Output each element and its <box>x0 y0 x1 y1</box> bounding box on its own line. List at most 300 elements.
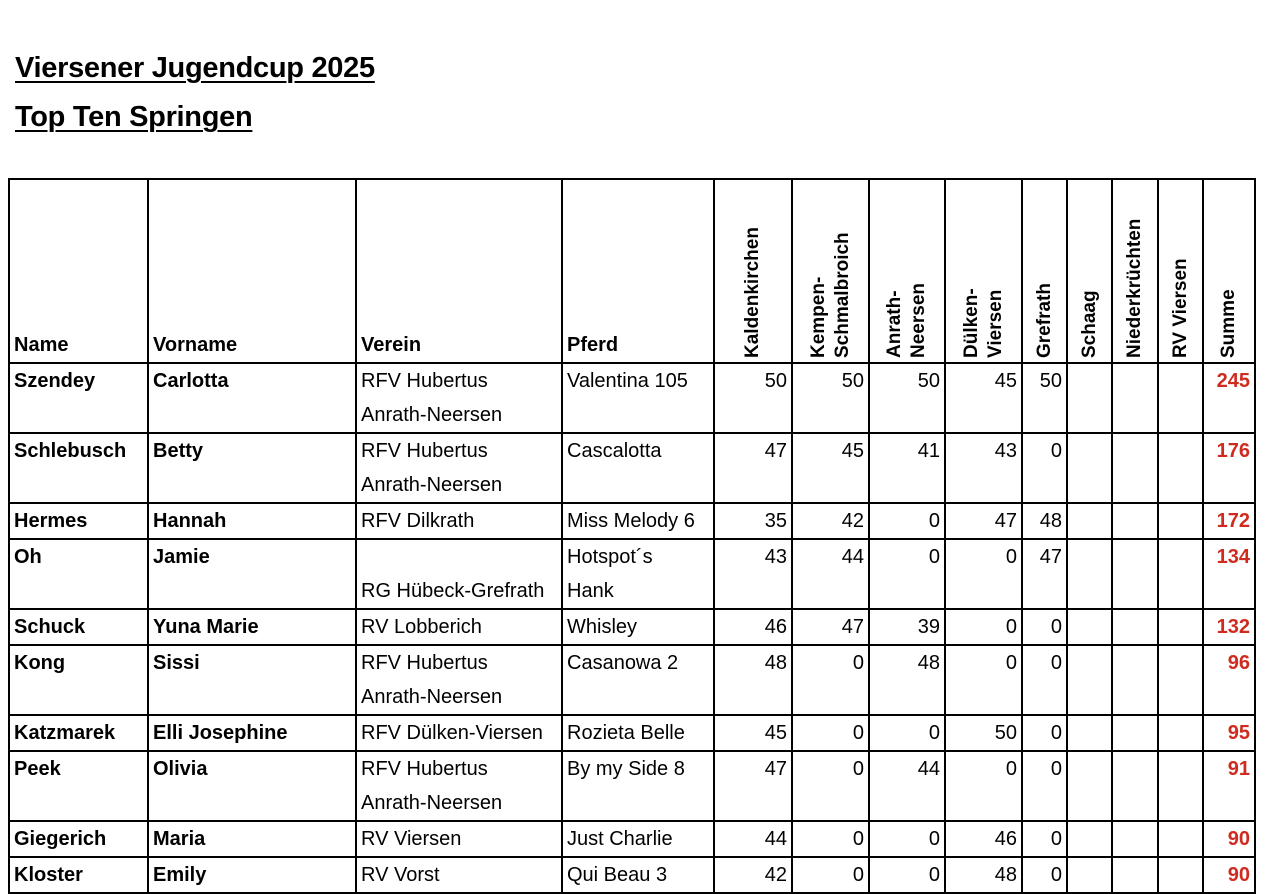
cell-score-line: 42 <box>841 510 864 532</box>
cell-verein-line: RV Viersen <box>361 828 462 850</box>
cell-summe <box>1203 645 1255 715</box>
header-label <box>883 283 931 358</box>
cell-score-line <box>1163 752 1198 786</box>
cell-verein-line: RFV Hubertus <box>361 440 488 462</box>
cell-score-line <box>1072 646 1107 680</box>
cell-score <box>945 821 1022 857</box>
header-label-line: RV Viersen <box>1169 258 1191 358</box>
cell-score-line <box>1163 504 1198 538</box>
cell-summe-line: 245 <box>1216 370 1250 392</box>
header-label-line: Dülken- <box>960 288 982 358</box>
cell-score <box>1158 751 1203 821</box>
header-station <box>1158 179 1203 363</box>
cell-score-line: 0 <box>1050 758 1062 780</box>
cell-pferd-line: Casanowa 2 <box>567 652 679 674</box>
cell-score <box>792 433 869 503</box>
cell-pferd-line: Hank <box>567 580 614 602</box>
cell-summe <box>1203 821 1255 857</box>
cell-score-line: 43 <box>764 546 787 568</box>
table-row <box>9 363 1255 433</box>
cell-score <box>1158 503 1203 539</box>
cell-score <box>1022 751 1067 821</box>
cell-score <box>945 715 1022 751</box>
cell-score <box>1022 433 1067 503</box>
header-label <box>1078 290 1102 358</box>
cell-score <box>714 645 792 715</box>
cell-name <box>9 821 148 857</box>
cell-score <box>1022 609 1067 645</box>
header-summe <box>1203 179 1255 363</box>
cell-summe <box>1203 857 1255 893</box>
cell-score-line <box>1163 434 1198 468</box>
cell-score-line <box>1117 858 1153 892</box>
cell-score-line: 0 <box>852 758 864 780</box>
cell-name-line: Schuck <box>14 616 86 638</box>
header-label-line: Schmalbroich <box>831 232 853 358</box>
cell-verein-line: RV Lobberich <box>361 616 482 638</box>
header-station <box>714 179 792 363</box>
cell-score-line: 0 <box>1050 864 1062 886</box>
cell-vorname <box>148 715 356 751</box>
cell-score-line: 0 <box>1050 652 1062 674</box>
cell-verein-line <box>361 540 557 574</box>
cell-score-line: 35 <box>764 510 787 532</box>
cell-verein-line: RV Vorst <box>361 864 440 886</box>
cell-score <box>1112 751 1158 821</box>
cell-pferd-line: Hotspot´s <box>567 546 653 568</box>
table-row <box>9 751 1255 821</box>
cell-pferd-line: Just Charlie <box>567 828 673 850</box>
cell-score-line: 43 <box>994 440 1017 462</box>
header-label-line: Anrath- <box>884 290 905 358</box>
cell-pferd-line: Cascalotta <box>567 440 662 462</box>
header-label <box>1033 283 1057 358</box>
cell-score <box>945 857 1022 893</box>
cell-verein <box>356 503 562 539</box>
cell-vorname <box>148 857 356 893</box>
cell-score <box>1067 433 1112 503</box>
cell-score-line: 0 <box>852 864 864 886</box>
cell-pferd <box>562 539 714 609</box>
cell-score-line <box>1117 716 1153 750</box>
cell-score <box>1112 363 1158 433</box>
cell-score-line <box>1072 364 1107 398</box>
cell-score <box>1067 715 1112 751</box>
cell-score-line: 50 <box>841 370 864 392</box>
cell-score <box>1067 857 1112 893</box>
cell-score <box>792 715 869 751</box>
cell-vorname-line: Hannah <box>153 510 227 532</box>
header-station <box>945 179 1022 363</box>
cell-verein-line: Anrath-Neersen <box>361 404 503 426</box>
cell-score-line <box>1163 364 1198 398</box>
cell-score <box>1112 857 1158 893</box>
cell-summe-line: 96 <box>1227 652 1250 674</box>
cell-pferd-line: By my Side 8 <box>567 758 685 780</box>
cell-score <box>869 645 945 715</box>
header-label <box>1217 289 1241 358</box>
header-label-line: Schaag <box>1078 290 1100 358</box>
cell-pferd-line: Whisley <box>567 616 638 638</box>
cell-score <box>1158 539 1203 609</box>
cell-score <box>945 433 1022 503</box>
cell-name <box>9 503 148 539</box>
cell-score <box>869 503 945 539</box>
cell-name <box>9 539 148 609</box>
cell-score-line: 50 <box>1039 370 1062 392</box>
cell-vorname <box>148 363 356 433</box>
cell-score <box>945 539 1022 609</box>
cell-score-line: 0 <box>1005 546 1017 568</box>
cell-score-line: 0 <box>852 828 864 850</box>
cell-score-line <box>1072 434 1107 468</box>
cell-name <box>9 751 148 821</box>
cell-vorname-line: Yuna Marie <box>153 616 259 638</box>
cell-verein <box>356 857 562 893</box>
cell-score-line: 44 <box>841 546 864 568</box>
cell-score <box>714 503 792 539</box>
cell-pferd <box>562 715 714 751</box>
cell-score <box>869 609 945 645</box>
cell-name-line: Hermes <box>14 510 88 532</box>
cell-name-line: Oh <box>14 546 42 568</box>
header-label-line: Neersen <box>908 283 929 358</box>
cell-verein <box>356 433 562 503</box>
cell-summe-line: 90 <box>1227 828 1250 850</box>
cell-score <box>1112 715 1158 751</box>
cell-name-line: Peek <box>14 758 61 780</box>
cell-vorname-line: Sissi <box>153 652 200 674</box>
cell-score <box>1067 645 1112 715</box>
cell-score-line: 47 <box>994 510 1017 532</box>
cell-name-line: Kong <box>14 652 66 674</box>
cell-score-line: 0 <box>1005 758 1017 780</box>
page-title: Viersener Jugendcup 2025 <box>15 52 375 84</box>
cell-verein <box>356 609 562 645</box>
cell-pferd <box>562 821 714 857</box>
cell-score <box>1067 363 1112 433</box>
header-verein: Verein <box>356 179 562 363</box>
cell-name <box>9 433 148 503</box>
cell-score <box>1067 609 1112 645</box>
cell-verein <box>356 751 562 821</box>
table-row <box>9 645 1255 715</box>
header-station <box>792 179 869 363</box>
cell-score <box>714 539 792 609</box>
cell-verein <box>356 821 562 857</box>
cell-score <box>1158 363 1203 433</box>
cell-verein-line: RFV Hubertus <box>361 652 488 674</box>
cell-score <box>1158 821 1203 857</box>
cell-score <box>1158 857 1203 893</box>
cell-vorname <box>148 503 356 539</box>
cell-verein <box>356 363 562 433</box>
cell-score <box>792 609 869 645</box>
cell-summe-line: 172 <box>1216 510 1250 532</box>
table-row <box>9 539 1255 609</box>
header-label <box>807 232 855 358</box>
cell-verein-line: RG Hübeck-Grefrath <box>361 580 545 602</box>
cell-score-line <box>1117 364 1153 398</box>
cell-score-line: 0 <box>852 652 864 674</box>
header-label-line: Kaldenkirchen <box>742 227 763 358</box>
cell-score-line: 50 <box>764 370 787 392</box>
header-station <box>1112 179 1158 363</box>
table-row <box>9 433 1255 503</box>
cell-score-line: 0 <box>1050 440 1062 462</box>
header-label-line: Summe <box>1218 289 1239 358</box>
cell-vorname-line: Olivia <box>153 758 208 780</box>
cell-vorname <box>148 751 356 821</box>
cell-vorname <box>148 645 356 715</box>
cell-name-line: Szendey <box>14 370 96 392</box>
cell-vorname-line: Elli Josephine <box>153 722 288 744</box>
cell-score-line: 48 <box>764 652 787 674</box>
cell-score <box>1067 503 1112 539</box>
cell-score-line <box>1117 434 1153 468</box>
cell-score-line <box>1072 752 1107 786</box>
cell-verein-line: RFV Hubertus <box>361 370 488 392</box>
cell-score <box>714 751 792 821</box>
cell-score-line <box>1072 858 1107 892</box>
cell-score <box>714 433 792 503</box>
cell-score <box>1112 609 1158 645</box>
cell-score-line: 0 <box>1050 616 1062 638</box>
header-label <box>1123 219 1147 358</box>
cell-score <box>714 821 792 857</box>
cell-score <box>792 821 869 857</box>
cell-score <box>714 609 792 645</box>
cell-verein <box>356 715 562 751</box>
cell-score-line: 47 <box>841 616 864 638</box>
cell-score-line <box>1163 610 1198 644</box>
header-row <box>9 179 1255 363</box>
cell-score-line: 47 <box>764 758 787 780</box>
header-label-line: Niederkrüchten <box>1124 218 1145 358</box>
cell-vorname <box>148 433 356 503</box>
cell-verein-line: Anrath-Neersen <box>361 474 503 496</box>
header-station <box>1067 179 1112 363</box>
header-label <box>741 227 765 358</box>
cell-pferd-line: Miss Melody 6 <box>567 510 695 532</box>
cell-summe <box>1203 715 1255 751</box>
cell-summe-line: 132 <box>1216 616 1250 638</box>
header-label-line: Grefrath <box>1033 283 1055 358</box>
cell-summe <box>1203 503 1255 539</box>
cell-score-line: 0 <box>928 828 940 850</box>
cell-pferd <box>562 645 714 715</box>
cell-name <box>9 857 148 893</box>
cell-verein <box>356 645 562 715</box>
cell-score <box>792 857 869 893</box>
cell-score-line: 0 <box>1005 652 1017 674</box>
cell-vorname <box>148 539 356 609</box>
cell-score <box>792 363 869 433</box>
cell-score-line: 48 <box>1039 510 1062 532</box>
cell-name <box>9 645 148 715</box>
cell-score-line <box>1072 540 1107 574</box>
cell-score <box>1158 645 1203 715</box>
cell-score-line: 48 <box>917 652 940 674</box>
cell-score-line: 0 <box>928 722 940 744</box>
cell-vorname-line: Maria <box>153 828 206 850</box>
cell-score-line: 0 <box>928 546 940 568</box>
cell-score <box>945 645 1022 715</box>
cell-name-line: Kloster <box>14 864 83 886</box>
cell-score <box>869 715 945 751</box>
cell-verein-line: Anrath-Neersen <box>361 792 503 814</box>
cell-score-line: 0 <box>1050 828 1062 850</box>
cell-score-line: 48 <box>994 864 1017 886</box>
header-name: Name <box>9 179 148 363</box>
cell-vorname-line: Emily <box>153 864 207 886</box>
cell-score-line <box>1163 540 1198 574</box>
cell-pferd <box>562 363 714 433</box>
cell-score-line: 46 <box>994 828 1017 850</box>
cell-score <box>945 503 1022 539</box>
cell-score <box>714 363 792 433</box>
cell-name-line: Schlebusch <box>14 440 127 462</box>
header-label <box>1169 258 1193 358</box>
cell-score-line <box>1072 716 1107 750</box>
table-row <box>9 609 1255 645</box>
cell-score <box>1112 433 1158 503</box>
cell-summe-line: 90 <box>1227 864 1250 886</box>
cell-name-line: Katzmarek <box>14 722 116 744</box>
table-row <box>9 857 1255 893</box>
cell-score-line <box>1117 822 1153 856</box>
cell-name-line: Giegerich <box>14 828 107 850</box>
cell-pferd <box>562 857 714 893</box>
cell-score <box>869 539 945 609</box>
header-station <box>1022 179 1067 363</box>
cell-score <box>1158 609 1203 645</box>
cell-name <box>9 609 148 645</box>
cell-verein-line: RFV Dülken-Viersen <box>361 722 543 744</box>
cell-score <box>1067 751 1112 821</box>
cell-score-line: 47 <box>1039 546 1062 568</box>
cell-score <box>869 751 945 821</box>
cell-score-line: 44 <box>917 758 940 780</box>
cell-score <box>1022 503 1067 539</box>
cell-score <box>869 857 945 893</box>
table-row <box>9 715 1255 751</box>
cell-score-line <box>1117 540 1153 574</box>
cell-score <box>1022 539 1067 609</box>
cell-score-line <box>1117 504 1153 538</box>
cell-score <box>1112 539 1158 609</box>
header-station <box>869 179 945 363</box>
cell-score <box>714 715 792 751</box>
results-table <box>8 178 1256 894</box>
cell-vorname-line: Betty <box>153 440 204 462</box>
cell-score <box>792 503 869 539</box>
cell-name <box>9 715 148 751</box>
cell-score-line: 45 <box>764 722 787 744</box>
results-body <box>9 363 1255 893</box>
cell-vorname-line: Jamie <box>153 546 210 568</box>
cell-vorname <box>148 609 356 645</box>
cell-pferd <box>562 433 714 503</box>
cell-score <box>869 433 945 503</box>
cell-score <box>1158 715 1203 751</box>
cell-score <box>792 539 869 609</box>
cell-score <box>1022 715 1067 751</box>
cell-score-line: 45 <box>841 440 864 462</box>
cell-score <box>1112 503 1158 539</box>
cell-score <box>714 857 792 893</box>
cell-score-line: 0 <box>1050 722 1062 744</box>
cell-score-line <box>1117 752 1153 786</box>
cell-score-line <box>1072 822 1107 856</box>
cell-score <box>869 363 945 433</box>
cell-pferd-line: Valentina 105 <box>567 370 688 392</box>
cell-score-line: 47 <box>764 440 787 462</box>
cell-score-line <box>1117 646 1153 680</box>
cell-score <box>1022 821 1067 857</box>
cell-score <box>1158 433 1203 503</box>
cell-pferd-line: Rozieta Belle <box>567 722 685 744</box>
cell-summe-line: 176 <box>1216 440 1250 462</box>
cell-score-line <box>1072 504 1107 538</box>
cell-score-line: 0 <box>928 864 940 886</box>
table-row <box>9 503 1255 539</box>
cell-score-line: 0 <box>852 722 864 744</box>
cell-score-line <box>1117 610 1153 644</box>
cell-summe-line: 91 <box>1227 758 1250 780</box>
cell-score <box>945 363 1022 433</box>
cell-score <box>1022 645 1067 715</box>
cell-score-line <box>1163 822 1198 856</box>
cell-score-line <box>1072 610 1107 644</box>
cell-summe-line: 134 <box>1216 546 1250 568</box>
cell-score-line: 41 <box>917 440 940 462</box>
cell-summe <box>1203 539 1255 609</box>
cell-score <box>1112 821 1158 857</box>
cell-score-line: 42 <box>764 864 787 886</box>
cell-pferd-line: Qui Beau 3 <box>567 864 668 886</box>
cell-score-line <box>1163 858 1198 892</box>
header-pferd: Pferd <box>562 179 714 363</box>
cell-pferd <box>562 751 714 821</box>
cell-score-line: 0 <box>928 510 940 532</box>
cell-score-line <box>1163 646 1198 680</box>
cell-score-line: 45 <box>994 370 1017 392</box>
cell-score <box>792 645 869 715</box>
cell-score <box>869 821 945 857</box>
cell-verein-line: Anrath-Neersen <box>361 686 503 708</box>
cell-score-line: 46 <box>764 616 787 638</box>
cell-summe <box>1203 609 1255 645</box>
page-subtitle: Top Ten Springen <box>15 101 253 133</box>
cell-verein-line: RFV Dilkrath <box>361 510 475 532</box>
cell-summe <box>1203 751 1255 821</box>
header-label-line: Viersen <box>984 289 1006 358</box>
cell-vorname-line: Carlotta <box>153 370 229 392</box>
cell-score-line: 0 <box>1005 616 1017 638</box>
cell-summe-line: 95 <box>1227 722 1250 744</box>
cell-score <box>1112 645 1158 715</box>
cell-summe <box>1203 433 1255 503</box>
cell-score-line: 50 <box>917 370 940 392</box>
cell-score-line <box>1163 716 1198 750</box>
cell-score <box>1022 857 1067 893</box>
cell-score <box>792 751 869 821</box>
cell-score <box>1067 539 1112 609</box>
cell-score-line: 44 <box>764 828 787 850</box>
header-label <box>960 288 1008 358</box>
cell-verein <box>356 539 562 609</box>
